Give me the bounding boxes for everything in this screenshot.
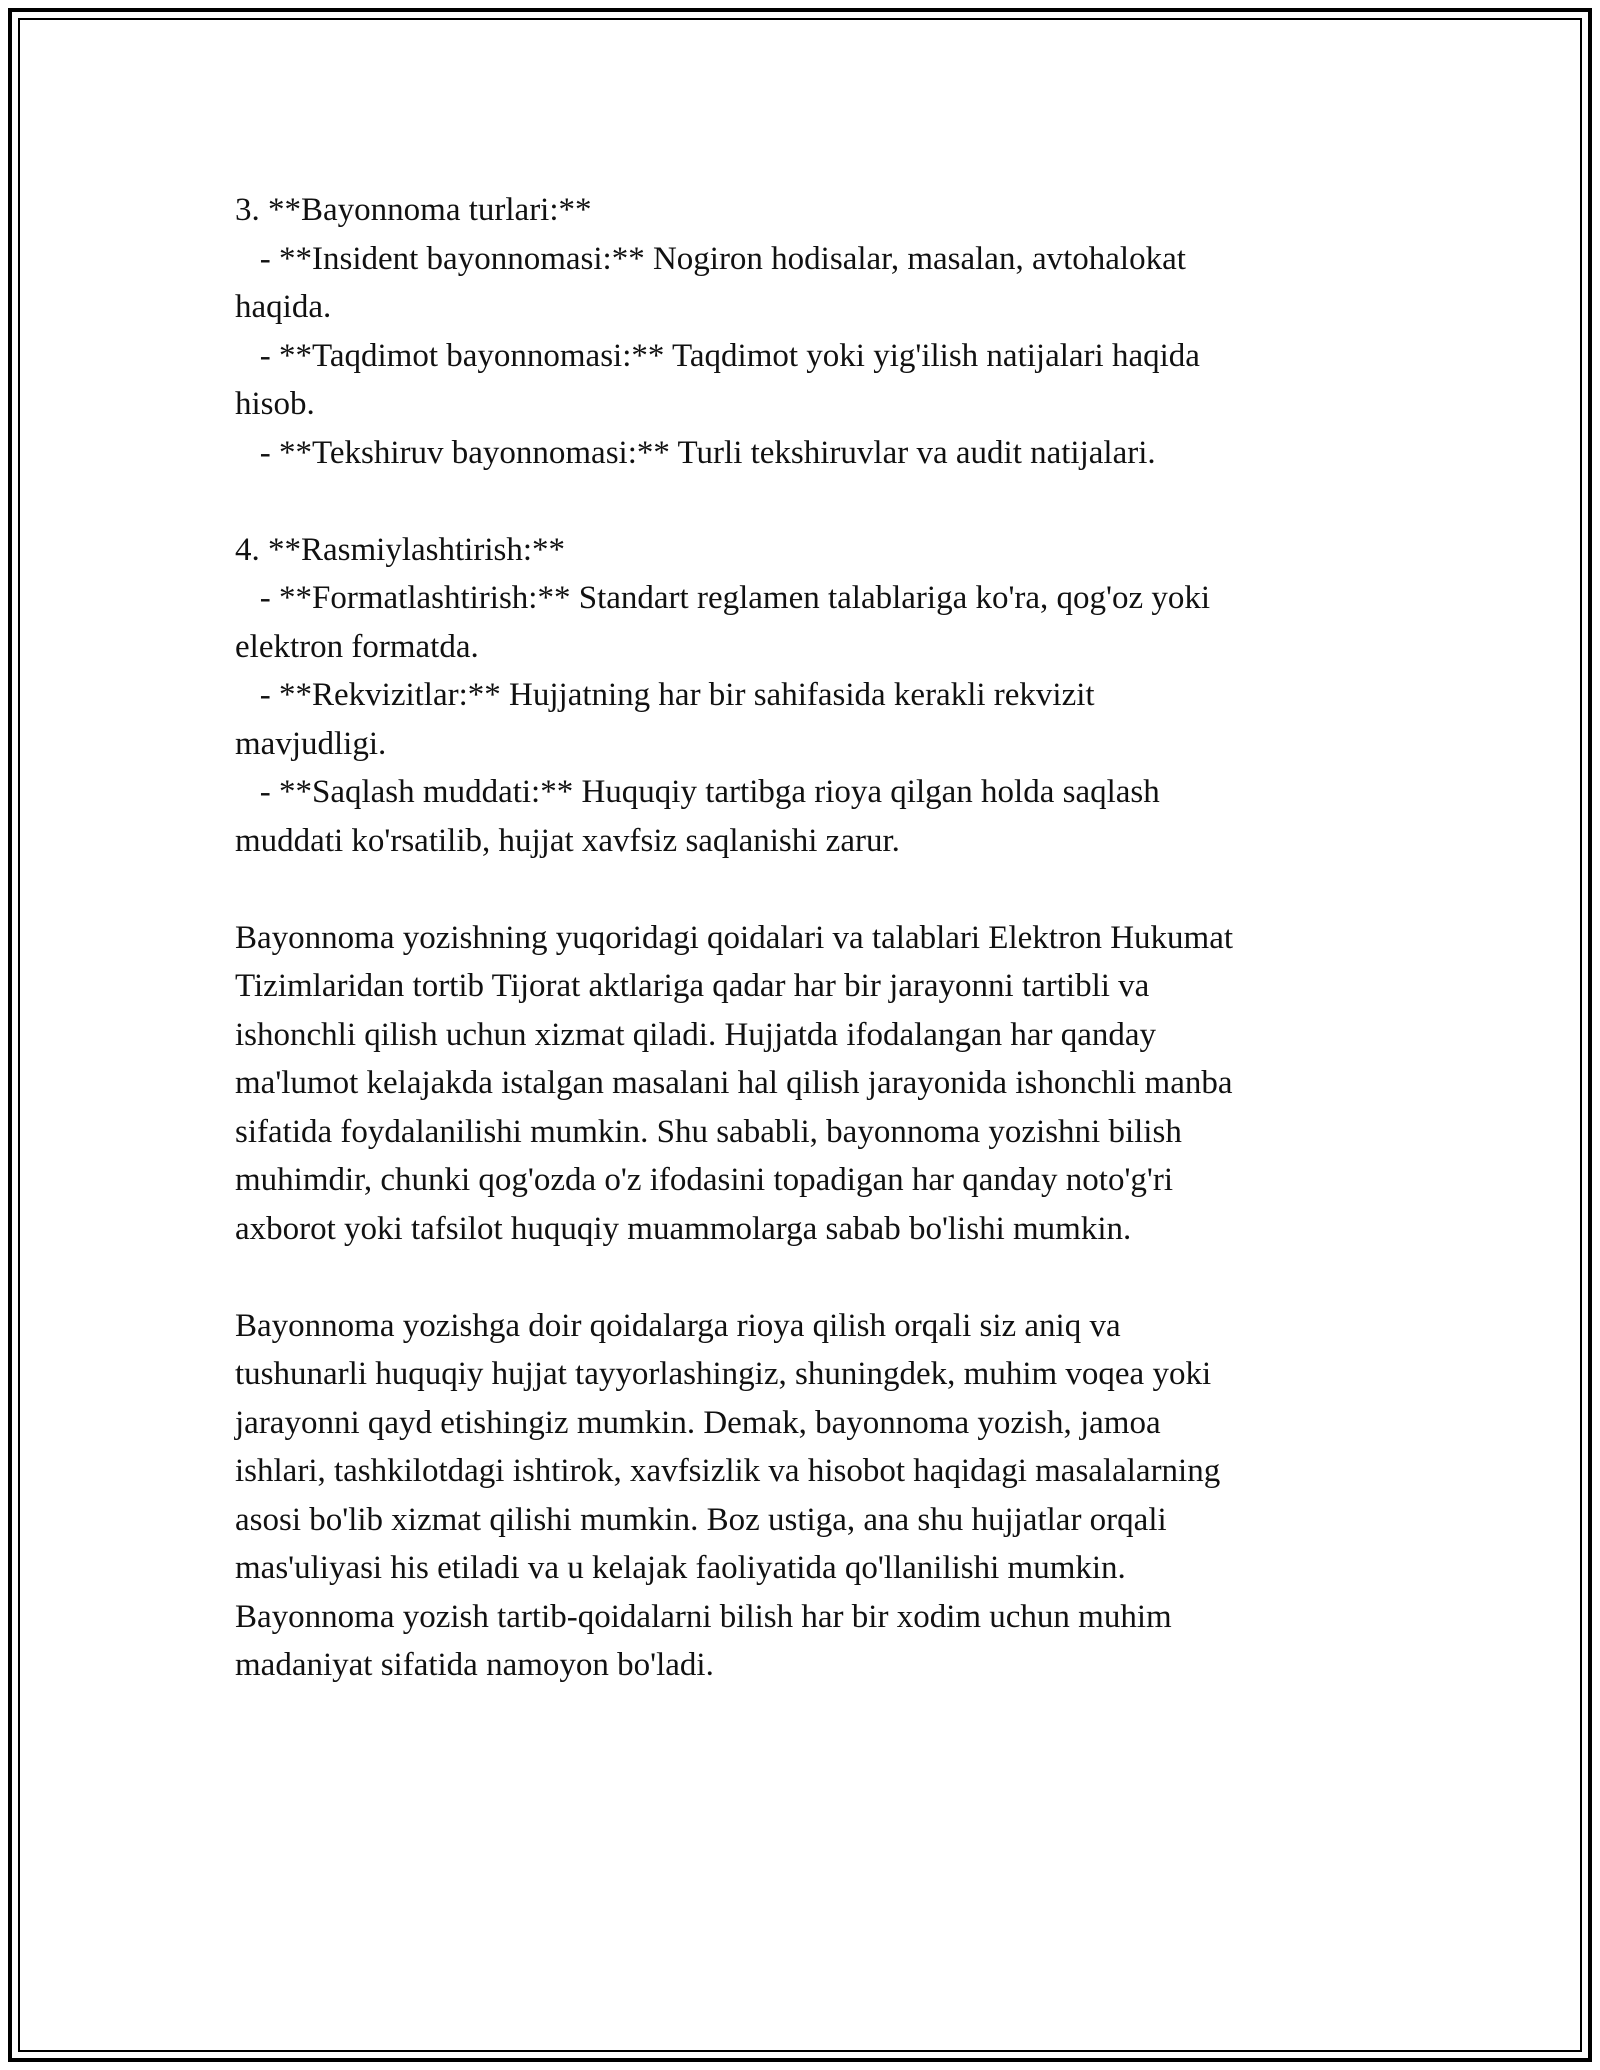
list-item-line: muddati ko'rsatilib, hujjat xavfsiz saqlanishi zarur. (235, 822, 900, 859)
list-item-line: - **Rekvizitlar:** Hujjatning har bir sahifasida kerakli rekvizit (235, 677, 1095, 713)
section-heading: 4. **Rasmiylashtirish:** (235, 531, 565, 568)
list-item-line: - **Tekshiruv bayonnomasi:** Turli tekshiruvlar va audit natijalari. (235, 434, 1156, 471)
section-rasmiylashtirish (235, 526, 1365, 866)
paragraph-line: ishonchli qilish uchun xizmat qiladi. Hujjatda ifodalangan har qanday (235, 1016, 1157, 1053)
paragraph-line: madaniyat sifatida namoyon bo'ladi. (235, 1647, 714, 1683)
blank-line (235, 865, 1365, 914)
list-item-line: - **Formatlashtirish:** Standart reglamen talablariga ko'ra, qog'oz yoki (235, 580, 1211, 616)
paragraph-line: jarayonni qayd etishingiz mumkin. Demak, bayonnoma yozish, jamoa (235, 1404, 1161, 1441)
list-item-line: hisob. (235, 386, 315, 422)
paragraph-line: sifatida foydalanilishi mumkin. Shu sababli, bayonnoma yozishni bilish (235, 1113, 1182, 1150)
paragraph-line: axborot yoki tafsilot huquqiy muammolarga sabab bo'lishi mumkin. (235, 1210, 1132, 1247)
section-heading: 3. **Bayonnoma turlari:** (235, 192, 592, 228)
paragraph-conclusion-1 (235, 914, 1365, 1254)
document-body (235, 186, 1365, 1690)
list-item-line: - **Saqlash muddati:** Huquqiy tartibga rioya qilgan holda saqlash (235, 774, 1160, 810)
paragraph-line: tushunarli huquqiy hujjat tayyorlashingiz, shuningdek, muhim voqea yoki (235, 1356, 1212, 1392)
blank-line (235, 477, 1365, 526)
blank-line (235, 1253, 1365, 1302)
list-item-line: haqida. (235, 289, 332, 325)
paragraph-line: Bayonnoma yozishga doir qoidalarga rioya qilish orqali siz aniq va (235, 1307, 1121, 1344)
paragraph-line: ma'lumot kelajakda istalgan masalani hal qilish jarayonida ishonchli manba (235, 1065, 1233, 1101)
list-item-line: - **Taqdimot bayonnomasi:** Taqdimot yoki yig'ilish natijalari haqida (235, 337, 1200, 374)
list-item-line: mavjudligi. (235, 725, 387, 762)
paragraph-conclusion-2 (235, 1302, 1365, 1690)
section-bayonnoma-turlari (235, 186, 1365, 477)
paragraph-line: Bayonnoma yozishning yuqoridagi qoidalari va talablari Elektron Hukumat (235, 919, 1234, 956)
paragraph-line: asosi bo'lib xizmat qilishi mumkin. Boz ustiga, ana shu hujjatlar orqali (235, 1501, 1167, 1538)
paragraph-line: Tizimlaridan tortib Tijorat aktlariga qadar har bir jarayonni tartibli va (235, 968, 1150, 1004)
paragraph-line: muhimdir, chunki qog'ozda o'z ifodasini topadigan har qanday noto'g'ri (235, 1162, 1174, 1198)
paragraph-line: ishlari, tashkilotdagi ishtirok, xavfsizlik va hisobot haqidagi masalalarning (235, 1453, 1221, 1489)
paragraph-line: Bayonnoma yozish tartib-qoidalarni bilish har bir xodim uchun muhim (235, 1598, 1172, 1635)
list-item-line: elektron formatda. (235, 628, 479, 665)
list-item-line: - **Insident bayonnomasi:** Nogiron hodisalar, masalan, avtohalokat (235, 240, 1186, 277)
paragraph-line: mas'uliyasi his etiladi va u kelajak faoliyatida qo'llanilishi mumkin. (235, 1550, 1126, 1586)
